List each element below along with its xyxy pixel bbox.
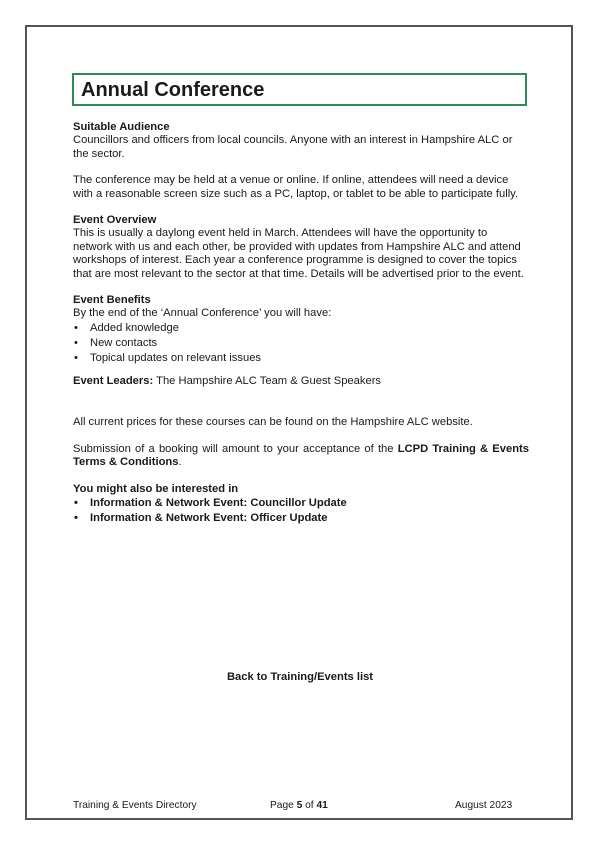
list-item: • New contacts [74,336,158,349]
suitable-audience-text-2: The conference may be held at a venue or online. If online, attendees will need a device with a reasonable screen size such as a PC, laptop, or tablet to be able to participate fully. [73,174,519,200]
suitable-audience-text: Councillors and officers from local councils. Anyone with an interest in Hampshire ALC or the sector. [73,134,513,160]
event-leaders: Event Leaders: The Hampshire ALC Team & Guest Speakers [73,374,382,387]
benefits-list [73,321,529,366]
event-benefits-intro: By the end of the ‘Annual Conference’ you will have: [73,307,332,320]
title-box [72,73,527,106]
related-event-link[interactable]: • Information & Network Event: Officer Update [74,511,328,524]
list-item: • Added knowledge [74,321,179,334]
event-overview-heading: Event Overview [73,214,157,227]
submission-text: Submission of a booking will amount to your acceptance of the LCPD Training & Events Terms & Conditions. [73,442,529,469]
terms-link[interactable]: LCPD Training & Events Terms & Conditions [73,442,529,469]
prices-text: All current prices for these courses can be found on the Hampshire ALC website. [73,416,473,429]
bullet-icon: • [74,351,78,364]
footer-page-number: Page 5 of 41 [270,800,328,811]
bullet-icon: • [74,321,78,334]
related-event-link[interactable]: • Information & Network Event: Councillor Update [74,496,347,509]
list-item: • Topical updates on relevant issues [74,351,262,364]
page-title: Annual Conference [81,79,265,101]
footer-date: August 2023 [455,800,513,811]
content [73,121,529,526]
bullet-icon: • [74,336,78,349]
back-to-list-link[interactable]: Back to Training/Events list [226,671,374,683]
also-interested-heading: You might also be interested in [73,482,239,495]
bullet-icon: • [74,496,78,509]
event-overview-text: This is usually a daylong event held in March. Attendees will have the opportunity to network with us and each other, be provided with updates from Hampshire ALC and attend workshops of interest. Each year a conference programme is designed to cover the topics that are most relevant to the sector at that time. Details will be advertised prior to the event. [73,227,524,280]
footer-directory: Training & Events Directory [73,800,197,811]
related-events-list [73,496,529,526]
bullet-icon: • [74,511,78,524]
event-benefits-heading: Event Benefits [73,294,151,307]
suitable-audience-heading: Suitable Audience [73,121,170,133]
